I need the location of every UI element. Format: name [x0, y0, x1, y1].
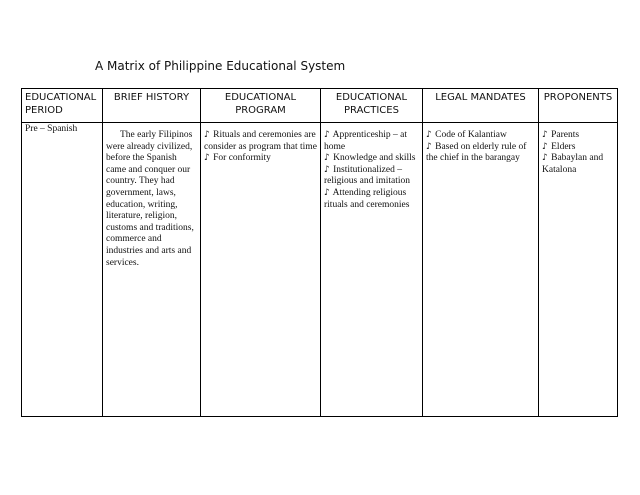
music-note-bullet-icon: ♪	[324, 130, 330, 140]
header-educational-program: EDUCATIONAL PROGRAM	[201, 89, 321, 123]
header-brief-history: BRIEF HISTORY	[103, 89, 201, 123]
list-item-text: Attending religious rituals and ceremonies	[324, 187, 410, 210]
mandates-list	[426, 130, 535, 165]
list-item	[542, 130, 614, 142]
practices-list	[324, 130, 419, 211]
cell-legal-mandates	[423, 123, 539, 417]
table-header-row	[22, 89, 618, 123]
list-item-text: Babaylan and Katalona	[542, 153, 604, 175]
period-label: Pre – Spanish	[25, 124, 78, 134]
cell-educational-program	[201, 123, 321, 417]
list-item-text: For conformity	[210, 153, 271, 164]
list-item	[204, 130, 317, 153]
header-educational-practices: EDUCATIONAL PRACTICES	[321, 89, 423, 123]
program-list	[204, 130, 317, 165]
list-item-text: Knowledge and skills	[330, 153, 416, 164]
education-matrix-table	[21, 88, 618, 417]
cell-educational-practices	[321, 123, 423, 417]
music-note-bullet-icon: ♪	[324, 187, 330, 198]
list-item	[204, 153, 317, 165]
list-item	[542, 142, 614, 154]
music-note-bullet-icon: ♪	[204, 130, 210, 140]
list-item	[426, 130, 535, 142]
music-note-bullet-icon: ♪	[542, 141, 548, 152]
list-item-text: Code of Kalantiaw	[432, 130, 507, 140]
list-item-text: Institutionalized – religious and imitation	[324, 164, 411, 187]
list-item-text: Apprenticeship – at home	[324, 130, 407, 152]
header-legal-mandates: LEGAL MANDATES	[423, 89, 539, 123]
list-item-text: Elders	[548, 141, 576, 152]
list-item	[324, 165, 419, 188]
table-row	[22, 123, 618, 417]
cell-period	[22, 123, 103, 417]
cell-brief-history	[103, 123, 201, 417]
list-item-text: Parents	[548, 130, 580, 140]
music-note-bullet-icon: ♪	[542, 130, 548, 140]
list-item-text: Rituals and ceremonies are consider as program that time	[204, 130, 317, 152]
music-note-bullet-icon: ♪	[324, 164, 330, 175]
list-item-text: Based on elderly rule of the chief in the barangay	[426, 141, 527, 164]
header-proponents: PROPONENTS	[539, 89, 618, 123]
header-educational-period: EDUCATIONAL PERIOD	[22, 89, 103, 123]
list-item	[542, 153, 614, 176]
list-item	[426, 142, 535, 165]
music-note-bullet-icon: ♪	[426, 130, 432, 140]
history-text: The early Filipinos were already civilized, before the Spanish came and conquer our country. They had government, laws, education, writing, literature, religion, customs and traditions, commerce and industries and arts and services.	[106, 130, 194, 268]
music-note-bullet-icon: ♪	[324, 153, 330, 164]
music-note-bullet-icon: ♪	[204, 153, 210, 164]
cell-proponents	[539, 123, 618, 417]
music-note-bullet-icon: ♪	[426, 141, 432, 152]
proponents-list	[542, 130, 614, 176]
list-item	[324, 153, 419, 165]
document-title: A Matrix of Philippine Educational System	[95, 59, 346, 73]
list-item	[324, 130, 419, 153]
list-item	[324, 188, 419, 211]
music-note-bullet-icon: ♪	[542, 153, 548, 164]
